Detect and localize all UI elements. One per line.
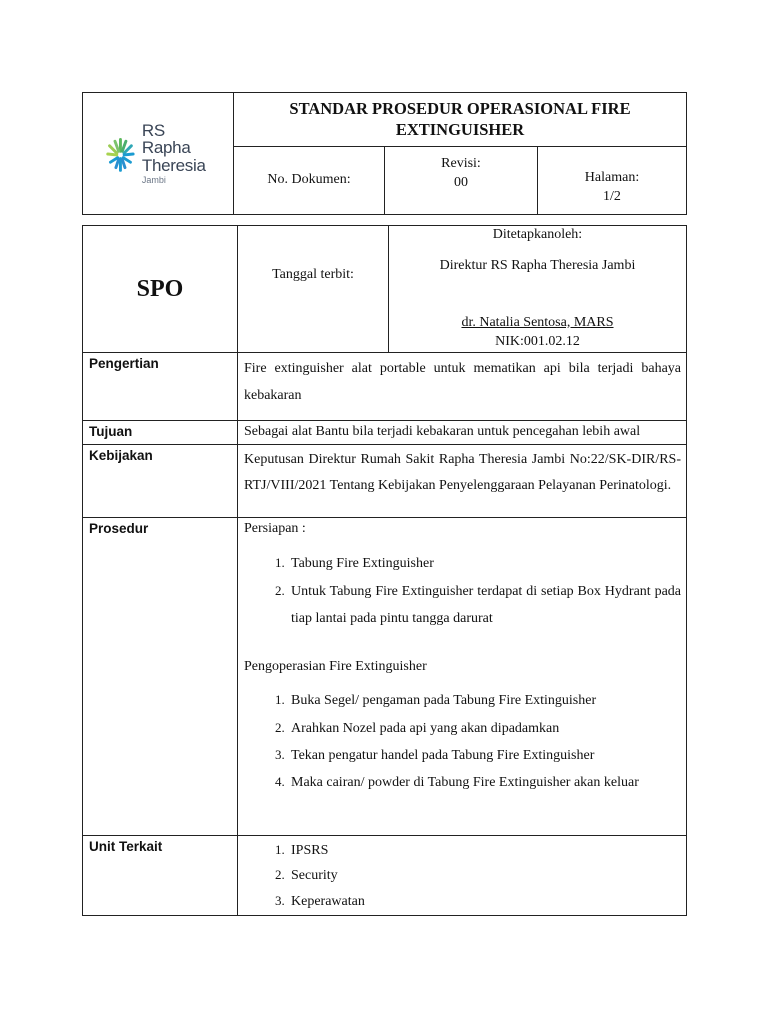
logo-line-3: Jambi: [141, 175, 166, 186]
unit-terkait-list: [244, 838, 681, 916]
document-header-table: [82, 92, 687, 215]
halaman-label: Halaman:: [584, 169, 640, 185]
revisi-value: 00: [454, 175, 468, 191]
tujuan-text: Sebagai alat Bantu bila terjadi kebakaran untuk pencegahan lebih awal: [238, 420, 687, 444]
list-item: 1. Buka Segel/ pengaman pada Tabung Fire Extinguisher: [288, 687, 681, 714]
pengertian-label: Pengertian: [83, 352, 238, 420]
direktur-title: Direktur RS Rapha Theresia Jambi: [439, 257, 636, 273]
spo-content-table: [82, 225, 687, 916]
tanggal-terbit-label: Tanggal terbit:: [238, 226, 389, 353]
pengoperasian-heading: Pengoperasian Fire Extinguisher: [244, 659, 427, 675]
no-dokumen-cell: [234, 147, 385, 215]
halaman-value: 1/2: [603, 188, 621, 204]
signatory-nik: NIK:001.02.12: [495, 333, 580, 349]
ditetapkan-label: Ditetapkanoleh:: [492, 227, 583, 242]
list-item: 1. IPSRS: [288, 838, 681, 864]
list-item: 1. Tabung Fire Extinguisher: [288, 550, 681, 577]
kebijakan-text: Keputusan Direktur Rumah Sakit Rapha Theresia Jambi No:22/SK-DIR/RS-RTJ/VIII/2021 Tentang Kebijakan Penyelenggaraan Pelayanan Perinatologi.: [238, 444, 687, 517]
prosedur-label: Prosedur: [83, 517, 238, 835]
spo-label: SPO: [83, 226, 238, 353]
signature-cell: [389, 226, 687, 353]
document-title: STANDAR PROSEDUR OPERASIONAL FIRE EXTINGUISHER: [234, 93, 687, 147]
prosedur-content: [238, 517, 687, 835]
unit-terkait-content: [238, 835, 687, 916]
pengertian-text: Fire extinguisher alat portable untuk mematikan api bila terjadi bahaya kebakaran: [238, 352, 687, 420]
list-item: 2. Arahkan Nozel pada api yang akan dipadamkan: [288, 715, 681, 742]
list-item: 3. Tekan pengatur handel pada Tabung Fire Extinguisher: [288, 742, 681, 769]
persiapan-heading: Persiapan :: [244, 520, 306, 536]
logo-line-1: RS Rapha: [141, 121, 191, 158]
revisi-cell: [385, 147, 538, 215]
signatory-name: dr. Natalia Sentosa, MARS: [461, 314, 614, 330]
revisi-label: Revisi:: [441, 156, 481, 172]
tujuan-label: Tujuan: [83, 420, 238, 444]
list-item: 2. Security: [288, 863, 681, 889]
hospital-logo: [105, 115, 211, 193]
no-dokumen-label: No. Dokumen:: [267, 172, 351, 188]
list-item: 3. Keperawatan: [288, 889, 681, 915]
halaman-cell: [538, 147, 687, 215]
logo-cell: [83, 93, 234, 215]
kebijakan-label: Kebijakan: [83, 444, 238, 517]
sunburst-cross-icon: [105, 132, 136, 176]
list-item: 2. Untuk Tabung Fire Extinguisher terdapat di setiap Box Hydrant pada tiap lantai pada pintu tangga darurat: [288, 578, 681, 633]
logo-line-2: Theresia: [141, 155, 206, 175]
persiapan-list: [244, 550, 681, 632]
pengoperasian-list: [244, 687, 681, 796]
unit-terkait-label: Unit Terkait: [83, 835, 238, 916]
list-item: 4. Maka cairan/ powder di Tabung Fire Extinguisher akan keluar: [288, 769, 681, 796]
